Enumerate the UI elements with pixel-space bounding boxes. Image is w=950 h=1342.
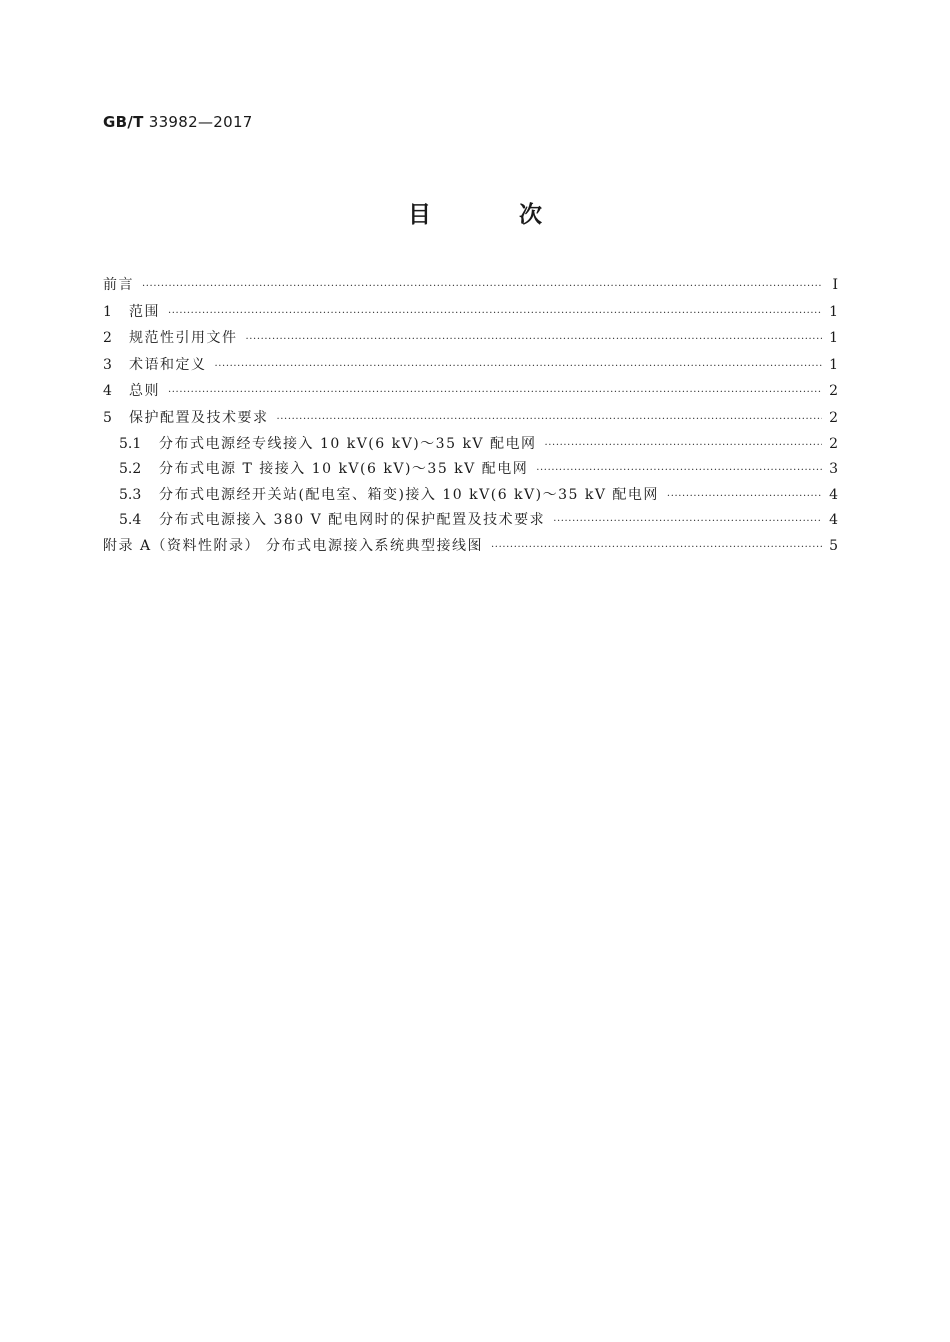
toc-entry-label: 前言 — [103, 277, 134, 293]
toc-entry-label: 分布式电源经开关站(配电室、箱变)接入 10 kV(6 kV)～35 kV 配电网 — [159, 486, 659, 503]
toc-entry-4[interactable] — [103, 380, 838, 407]
toc-dot-leader — [246, 334, 823, 345]
toc-entry-3[interactable] — [103, 354, 838, 381]
toc-dot-leader — [553, 516, 822, 527]
toc-entry-page: 4 — [829, 486, 838, 503]
toc-entry-number: 4 — [103, 383, 112, 399]
toc-entry-2[interactable] — [103, 327, 838, 354]
toc-entry-page: 1 — [829, 356, 838, 373]
toc-entry-5-3[interactable] — [103, 484, 838, 509]
toc-dot-leader — [142, 281, 822, 292]
toc-entry-page: 2 — [829, 436, 838, 452]
toc-entry-label: 保护配置及技术要求 — [129, 409, 269, 426]
toc-dot-leader — [491, 542, 822, 553]
standard-code — [103, 113, 253, 131]
toc-entry-label: 分布式电源接入 380 V 配电网时的保护配置及技术要求 — [159, 512, 546, 529]
table-of-contents — [103, 274, 838, 561]
toc-entry-number: 5.3 — [119, 486, 142, 503]
toc-entry-1[interactable] — [103, 301, 838, 328]
page-title: 目 次 — [407, 202, 582, 228]
toc-entry-number: 5 — [103, 409, 112, 426]
toc-entry-number: 5.4 — [119, 512, 142, 529]
toc-dot-leader — [215, 361, 823, 372]
toc-entry-label: 总则 — [129, 383, 160, 399]
toc-entry-page: 4 — [829, 512, 838, 529]
standard-code-number: 33982—2017 — [148, 113, 253, 131]
toc-dot-leader — [545, 440, 823, 451]
toc-dot-leader — [277, 414, 823, 425]
toc-entry-number: 5.1 — [119, 436, 142, 452]
toc-entry-page: Ⅰ — [832, 277, 838, 293]
toc-dot-leader — [168, 308, 822, 319]
toc-entry-page: 2 — [829, 383, 838, 399]
toc-entry-number: 5.2 — [119, 461, 142, 478]
toc-entry-label: 分布式电源经专线接入 10 kV(6 kV)～35 kV 配电网 — [159, 436, 537, 452]
toc-entry-number: 2 — [103, 330, 112, 346]
toc-dot-leader — [168, 387, 822, 398]
toc-entry-label: 规范性引用文件 — [129, 330, 238, 346]
toc-entry-number: 1 — [103, 303, 112, 320]
toc-entry-page: 2 — [829, 409, 838, 426]
toc-entry-page: 1 — [829, 303, 838, 320]
standard-code-prefix: GB/T — [103, 113, 144, 131]
toc-entry-5[interactable] — [103, 407, 838, 434]
toc-entry-page: 5 — [829, 537, 838, 554]
toc-entry-label: 范围 — [129, 303, 160, 320]
toc-entry-label: 术语和定义 — [129, 356, 207, 373]
toc-entry-label: 附录 A（资料性附录） 分布式电源接入系统典型接线图 — [103, 537, 484, 554]
toc-dot-leader — [667, 491, 822, 502]
toc-entry-foreword[interactable] — [103, 274, 838, 301]
toc-dot-leader — [536, 465, 822, 476]
toc-entry-5-4[interactable] — [103, 509, 838, 534]
toc-entry-5-2[interactable] — [103, 458, 838, 483]
toc-entry-appendix-a[interactable] — [103, 535, 838, 562]
toc-entry-number: 3 — [103, 356, 112, 373]
toc-entry-5-1[interactable] — [103, 433, 838, 458]
toc-entry-page: 3 — [829, 461, 838, 478]
toc-entry-label: 分布式电源 T 接接入 10 kV(6 kV)～35 kV 配电网 — [159, 461, 529, 478]
toc-entry-page: 1 — [829, 330, 838, 346]
